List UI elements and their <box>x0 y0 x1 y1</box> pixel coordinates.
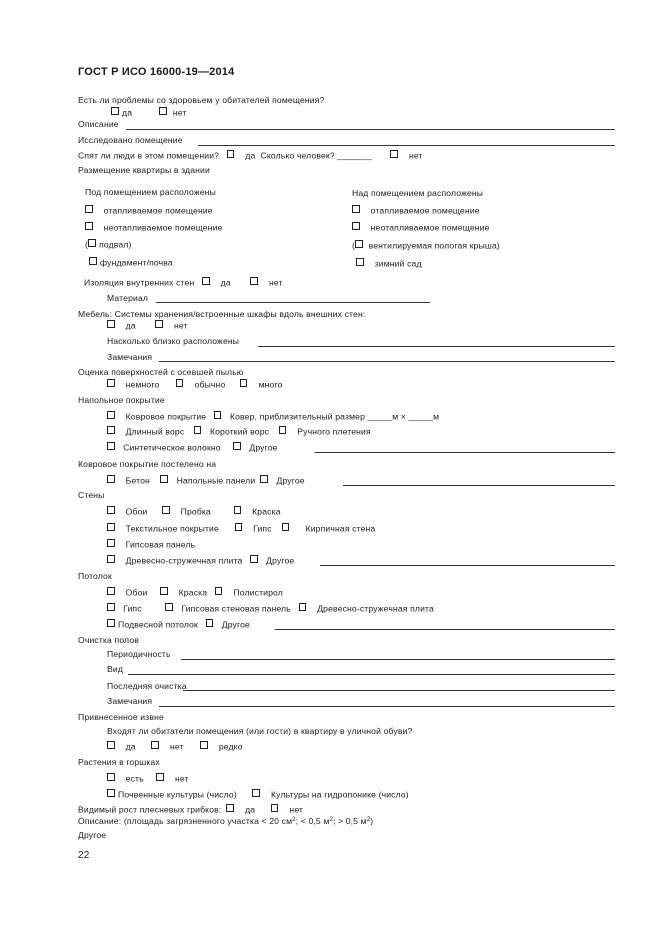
ceiling-gypsum-panel-checkbox[interactable] <box>165 603 173 611</box>
walls-gypsum-panel-checkbox[interactable] <box>107 539 115 547</box>
short-pile-checkbox[interactable] <box>194 426 202 434</box>
frequency-label: Периодичность <box>107 649 171 659</box>
location-title: Размещение квартиры в здании <box>78 165 210 175</box>
above-winter-garden: зимний сад <box>356 258 422 270</box>
outside-question: Входят ли обитатели помещения (или гости) в квартиру в уличной обуви? <box>107 726 413 736</box>
carpet-on-options: Бетон Напольные панели Другое <box>107 475 305 487</box>
below-heated: отапливаемое помещение <box>85 205 213 217</box>
carpet-on-other-field[interactable] <box>343 485 615 486</box>
carpet-checkbox[interactable] <box>107 411 115 419</box>
handmade-checkbox[interactable] <box>279 426 287 434</box>
above-heated: отапливаемое помещение <box>352 205 480 217</box>
examined-room-field[interactable] <box>198 145 615 146</box>
frequency-field[interactable] <box>181 659 615 660</box>
material-label: Материал <box>107 293 149 303</box>
ceiling-gypsum-checkbox[interactable] <box>107 603 115 611</box>
furniture-options: да нет <box>107 320 188 332</box>
below-basement: ( подвал) <box>85 239 132 250</box>
walls-row-2: Текстильное покрытие Гипс Кирпичная стена <box>107 523 375 535</box>
floor-row-1: Ковровое покрытие Ковер, приблизительный размер _____м × _____м <box>107 411 439 423</box>
outside-rarely-checkbox[interactable] <box>200 741 208 749</box>
walls-textile-checkbox[interactable] <box>107 523 115 531</box>
vent-roof-checkbox[interactable] <box>355 240 363 248</box>
sleep-question-row: Спят ли люди в этом помещении? да Сколько человек? _______ нет <box>78 150 423 161</box>
ceiling-label: Потолок <box>78 571 112 581</box>
dust-much-checkbox[interactable] <box>240 379 248 387</box>
document-header: ГОСТ Р ИСО 16000-19—2014 <box>78 66 235 78</box>
mold-row: Видимый рост плесневых грибков: да нет <box>78 804 304 815</box>
dust-options: немного обычно много <box>107 379 283 391</box>
other-label: Другое <box>78 830 107 840</box>
walls-row-3: Гипсовая панель <box>107 539 195 551</box>
ceiling-chipboard-checkbox[interactable] <box>299 603 307 611</box>
below-unheated-checkbox[interactable] <box>85 222 93 230</box>
description-label: Описание <box>78 119 119 129</box>
foundation-checkbox[interactable] <box>89 257 97 265</box>
carpet-on-other-checkbox[interactable] <box>260 475 268 483</box>
kind-field[interactable] <box>128 674 615 675</box>
last-cleaning-label: Последняя очистка <box>107 681 187 691</box>
soil-plants-checkbox[interactable] <box>107 789 115 797</box>
floor-row-3: Синтетическое волокно Другое <box>107 442 278 454</box>
mold-yes-checkbox[interactable] <box>226 804 234 812</box>
floor-other-checkbox[interactable] <box>233 442 241 450</box>
description-field[interactable] <box>126 129 615 130</box>
health-no-checkbox[interactable] <box>159 107 167 115</box>
below-foundation: фундамент/почва <box>89 257 173 269</box>
walls-cork-checkbox[interactable] <box>162 506 170 514</box>
ceiling-row-1: Обои Краска Полистирол <box>107 587 283 599</box>
how-close-field[interactable] <box>258 346 615 347</box>
furniture-no-checkbox[interactable] <box>155 320 163 328</box>
floor-label: Напольное покрытие <box>78 395 165 405</box>
health-options: да нет <box>111 107 186 119</box>
how-close-label: Насколько близко расположены <box>107 336 240 346</box>
rug-checkbox[interactable] <box>214 411 222 419</box>
floor-panels-checkbox[interactable] <box>160 475 168 483</box>
furniture-remarks-field[interactable] <box>159 361 615 362</box>
floor-row-2: Длинный ворс Короткий ворс Ручного плетения <box>107 426 371 438</box>
health-question: Есть ли проблемы со здоровьем у обитателей помещения? <box>78 95 325 105</box>
outside-yes-checkbox[interactable] <box>107 741 115 749</box>
walls-other-checkbox[interactable] <box>250 555 258 563</box>
below-unheated: неотапливаемое помещение <box>85 222 223 234</box>
walls-label: Стены <box>78 490 105 500</box>
above-heated-checkbox[interactable] <box>352 205 360 213</box>
walls-paint-checkbox[interactable] <box>234 506 242 514</box>
ceiling-paint-checkbox[interactable] <box>160 587 168 595</box>
winter-garden-checkbox[interactable] <box>356 258 364 266</box>
health-yes-checkbox[interactable] <box>111 107 119 115</box>
material-field[interactable] <box>156 302 430 303</box>
plants-no-checkbox[interactable] <box>156 773 164 781</box>
below-heated-checkbox[interactable] <box>85 205 93 213</box>
furniture-remarks-label: Замечания <box>107 352 153 362</box>
outside-options: да нет редко <box>107 741 243 753</box>
sleep-no-checkbox[interactable] <box>390 150 398 158</box>
cleaning-label: Очистка полов <box>78 635 139 645</box>
hydro-plants-checkbox[interactable] <box>252 789 260 797</box>
plants-types: Почвенные культуры (число) Культуры на гидропонике (число) <box>107 789 409 801</box>
mold-no-checkbox[interactable] <box>271 804 279 812</box>
below-title: Под помещением расположены <box>85 187 216 197</box>
dust-little-checkbox[interactable] <box>107 379 115 387</box>
dust-label: Оценка поверхностей с осевшей пылью <box>78 367 244 377</box>
above-title: Над помещением расположены <box>352 188 484 198</box>
insulation-yes-checkbox[interactable] <box>202 277 210 285</box>
basement-checkbox[interactable] <box>88 239 96 247</box>
dust-normal-checkbox[interactable] <box>176 379 184 387</box>
walls-row-4: Древесно-стружечная плита Другое <box>107 555 294 567</box>
insulation-no-checkbox[interactable] <box>250 277 258 285</box>
mold-description: Описание: (площадь загрязненного участка < 20 $см^2$; < 0,5 $м^2$; > 0,5 $м^2$) <box>78 816 374 826</box>
ceiling-wallpaper-checkbox[interactable] <box>107 587 115 595</box>
insulation-row: Изоляция внутренних стен да нет <box>84 277 283 288</box>
walls-row-1: Обои Пробка Краска <box>107 506 281 518</box>
ceiling-polystyrene-checkbox[interactable] <box>215 587 223 595</box>
floor-other-field[interactable] <box>315 452 615 453</box>
examined-room-label: Исследовано помещение <box>78 135 183 145</box>
walls-gypsum-checkbox[interactable] <box>235 523 243 531</box>
furniture-yes-checkbox[interactable] <box>107 320 115 328</box>
long-pile-checkbox[interactable] <box>107 426 115 434</box>
synthetic-checkbox[interactable] <box>107 442 115 450</box>
ceiling-row-3: Подвесной потолок Другое <box>107 619 250 631</box>
ceiling-other-field[interactable] <box>275 629 615 630</box>
outside-no-checkbox[interactable] <box>151 741 159 749</box>
ceiling-row-2: Гипс Гипсовая стеновая панель Древесно-стружечная плита <box>107 603 434 615</box>
above-unheated: неотапливаемое помещение <box>352 222 490 234</box>
walls-other-field[interactable] <box>320 565 615 566</box>
kind-label: Вид <box>107 664 123 674</box>
sleep-yes-checkbox[interactable] <box>227 150 235 158</box>
walls-wallpaper-checkbox[interactable] <box>107 506 115 514</box>
furniture-label: Мебель: Системы хранения/встроенные шкафы вдоль внешних стен: <box>78 309 366 319</box>
plants-label: Растения в горшках <box>78 757 160 767</box>
above-unheated-checkbox[interactable] <box>352 222 360 230</box>
page-number: 22 <box>78 850 90 861</box>
plants-present-checkbox[interactable] <box>107 773 115 781</box>
ceiling-other-checkbox[interactable] <box>206 619 214 627</box>
carpet-on-label: Ковровое покрытие постелено на <box>78 459 217 469</box>
suspended-ceiling-checkbox[interactable] <box>107 619 115 627</box>
concrete-checkbox[interactable] <box>107 475 115 483</box>
last-cleaning-field[interactable] <box>183 690 615 691</box>
outside-label: Привнесенное извне <box>78 712 164 722</box>
plants-options: есть нет <box>107 773 189 785</box>
cleaning-remarks-label: Замечания <box>107 696 153 706</box>
cleaning-remarks-field[interactable] <box>159 706 615 707</box>
walls-chipboard-checkbox[interactable] <box>107 555 115 563</box>
walls-brick-checkbox[interactable] <box>282 523 290 531</box>
above-vent-roof: ( вентилируемая пологая крыша) <box>352 240 500 251</box>
